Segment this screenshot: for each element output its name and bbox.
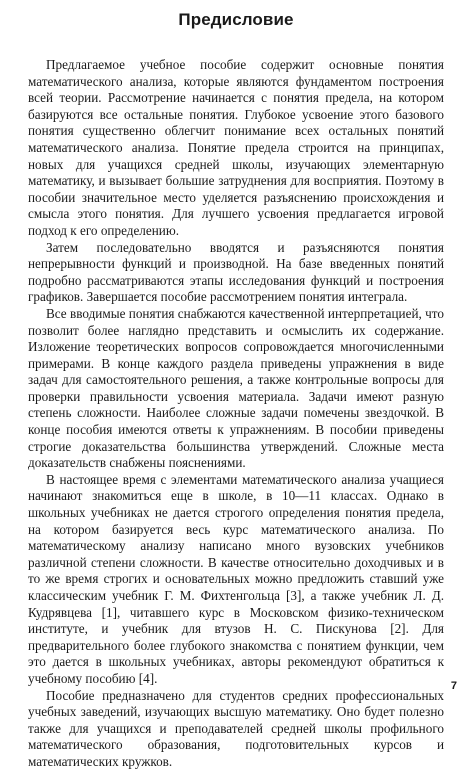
paragraph: Затем последовательно вводятся и разъясняются понятия непрерывности функций и производной. На базе введенных понятий подробно рассматриваются этапы исследования функций и построения графиков. Завершается пособие рассмотрением понятия интеграла. [28, 239, 444, 305]
paragraph: Пособие предназначено для студентов средних профессиональных учебных заведений, изучающих высшую математику. Оно будет полезно также для учащихся и преподавателей средней школы профильного математического образования, подготовительных курсов и математических кружков. [28, 687, 444, 769]
body-text [28, 57, 444, 771]
book-page [28, 10, 444, 769]
paragraph: Предлагаемое учебное пособие содержит основные понятия математического анализа, которые являются фундаментом построения всей теории. Рассмотрение начинается с понятия предела, на котором базируются все остальные понятия. Глубокое усвоение этого базового понятия существенно облегчит понимание всех остальных понятий математического анализа. Понятие предела строится на принципах, новых для учащихся средней школы, изучающих элементарную математику, и вызывает большие затруднения для восприятия. Поэтому в пособии значительное место уделяется разъяснению происхождения и смысла этого понятия. Для лучшего усвоения предлагается игровой подход к его определению. [28, 57, 444, 238]
paragraph: Все вводимые понятия снабжаются качественной интерпретацией, что позволит более наглядно представить и осмыслить их содержание. Изложение теоретических вопросов сопровождается многочисленными примерами. В конце каждого раздела приведены упражнения в виде задач для самостоятельного решения, а также контрольные вопросы для проверки правильности усвоения материала. Задачи имеют разную степень сложности. Наиболее сложные задачи помечены звездочкой. В конце пособия имеются ответы к упражнениям. В пособии приведены строгие доказательства большинства утверждений. Сложные места доказательств снабжены пояснениями. [28, 305, 444, 471]
page-number: 7 [450, 680, 457, 692]
page-heading: Предисловие [178, 10, 294, 29]
paragraph: В настоящее время с элементами математического анализа учащиеся начинают знакомиться еще в школе, в 10—11 классах. Однако в школьных учебниках не дается строгого определения понятия предела, на котором базируется весь курс математического анализа. По математическому анализу написано много вузовских учебников различной степени сложности. В качестве относительно доходчивых и в то же время строгих и основательных можно предложить ставший уже классическим учебник Г. М. Фихтенгольца [3], а также учебник Л. Д. Кудрявцева [1], читавшего курс в Московском физико-техническом институте, и учебник для втузов Н. С. Пискунова [2]. Для предварительного более глубокого знакомства с понятием функции, чем это дается в школьных учебниках, авторы рекомендуют обратиться к учебному пособию [4]. [28, 471, 444, 686]
